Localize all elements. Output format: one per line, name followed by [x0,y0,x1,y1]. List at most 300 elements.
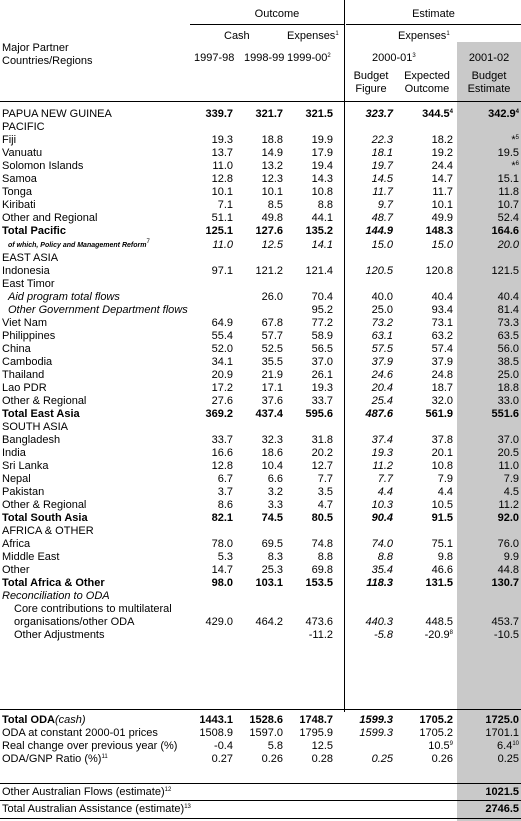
value-cell [455,473,521,486]
value-cell [395,753,455,766]
value-cell [180,330,235,343]
value-text: 37.0 [311,356,333,368]
budget-figure-1: Budget [353,70,389,82]
value-text: 10.1 [261,186,283,198]
row-label [0,343,180,356]
value-cell [180,134,235,147]
value-text: 19.5 [497,147,519,159]
row-label-text: Total Africa & Other [2,577,105,589]
value-cell [395,265,455,278]
value-cell [455,212,521,225]
value-text: 20.0 [497,238,519,251]
value-text: 57.7 [261,330,283,342]
value-cell [335,356,395,369]
value-text: 437.4 [255,408,283,420]
value-text: 12.5 [311,740,333,752]
value-text: 19.3 [371,447,393,459]
value-text: 12.3 [261,173,283,185]
value-cell [235,252,285,265]
value-text: 31.8 [311,434,333,446]
row-label [0,740,180,753]
value-cell [335,238,395,252]
value-cell [235,538,285,551]
value-cell [285,499,335,512]
value-text: 46.6 [431,564,453,576]
table-row [0,395,521,408]
row-label-text: Total ODA [2,714,55,726]
value-cell [335,616,395,629]
row-label-text: EAST ASIA [2,252,59,264]
table-row [0,278,521,291]
value-text: 6.6 [267,473,283,485]
table-row [0,147,521,160]
other-flows-rule [0,800,521,801]
value-cell [335,199,395,212]
summary-rule [0,783,521,784]
table-row [0,134,521,147]
expected-outcome-1: Expected [404,70,450,82]
summary-table [0,714,521,766]
value-cell [180,564,235,577]
value-cell [285,225,335,238]
value-cell [180,727,235,740]
value-text: 429.0 [205,616,233,628]
value-cell [180,460,235,473]
value-cell [285,108,335,121]
value-cell [285,740,335,753]
value-text: 1508.9 [199,727,233,739]
value-text: 3.7 [217,486,233,498]
value-cell [180,551,235,564]
value-text: 11.7 [432,186,453,198]
value-text: 20.4 [371,382,393,394]
value-cell [180,173,235,186]
row-label [0,447,180,460]
value-text: 342.9 [488,108,516,120]
value-text: 7.9 [503,473,519,485]
value-cell [180,186,235,199]
value-cell [235,512,285,525]
row-label [0,317,180,330]
value-cell [335,525,395,538]
footnote-marker: 7 [146,239,150,245]
value-cell [180,512,235,525]
value-cell [395,317,455,330]
row-label [0,753,180,766]
value-cell [395,538,455,551]
value-text: * [511,160,516,172]
table-row [0,551,521,564]
value-text: 18.6 [261,447,283,459]
value-cell [395,421,455,434]
value-cell [180,486,235,499]
value-text: 63.1 [371,330,393,342]
value-text: * [511,134,516,146]
value-cell [235,199,285,212]
value-text: 37.9 [371,356,393,368]
value-text: 25.0 [371,304,393,316]
value-text: 10.1 [211,186,233,198]
value-cell [235,225,285,238]
value-cell [180,525,235,538]
value-text: 26.0 [261,291,283,303]
row-label [0,134,180,147]
value-cell [235,343,285,356]
value-cell [455,538,521,551]
value-cell [455,304,521,317]
row-label-text: China [2,343,31,355]
value-cell [335,121,395,134]
value-cell [455,199,521,212]
footnote-marker: 4 [449,109,453,115]
value-cell [335,343,395,356]
value-text: 8.8 [317,199,333,211]
row-label [0,160,180,173]
row-label [0,356,180,369]
year-1998-99: 1998-99 [244,52,285,64]
value-cell [335,225,395,238]
value-cell [180,238,235,252]
value-text: 3.3 [267,499,283,511]
value-text: 18.8 [261,134,283,146]
value-cell [395,714,455,727]
row-label-text: Africa [2,538,31,550]
value-text: 153.5 [305,577,333,589]
value-text: 1705.2 [419,714,453,726]
value-text: 24.4 [431,160,453,172]
header-rule [0,101,521,102]
value-cell [285,356,335,369]
value-cell [395,629,455,642]
value-cell [180,199,235,212]
row-label [0,538,180,551]
budget-estimate-2: Estimate [467,83,511,95]
value-cell [235,173,285,186]
row-label-text: Core contributions to multilateral [14,603,172,615]
value-cell [395,121,455,134]
footnote-marker: 4 [515,109,519,115]
value-text: 1597.0 [249,727,283,739]
row-label-text: Nepal [2,473,31,485]
value-text: 37.8 [431,434,453,446]
table-row [0,577,521,590]
value-cell [235,238,285,252]
row-label-text: Sri Lanka [2,460,49,472]
row-label [0,199,180,212]
value-cell [180,603,235,616]
value-cell [335,173,395,186]
value-cell [395,369,455,382]
value-cell [455,408,521,421]
table-row [0,291,521,304]
value-cell [395,727,455,740]
value-cell [395,740,455,753]
row-label [0,395,180,408]
value-cell [455,252,521,265]
value-cell [455,317,521,330]
value-cell [285,616,335,629]
row-label-text: Total South Asia [2,512,88,524]
value-text: 551.6 [491,408,519,420]
value-cell [395,238,455,252]
value-cell [285,727,335,740]
value-cell [235,421,285,434]
value-cell [335,369,395,382]
value-cell [395,408,455,421]
value-text: 11.2 [498,499,519,511]
value-cell [455,753,521,766]
row-label [0,512,180,525]
value-text: 9.8 [437,551,453,563]
value-text: 25.4 [371,395,393,407]
total-assistance-rule [0,818,521,819]
row-label [0,577,180,590]
value-text: 12.8 [211,460,233,472]
value-cell [235,330,285,343]
value-text: 8.6 [217,499,233,511]
value-text: 12.7 [311,460,333,472]
value-text: 38.5 [497,356,519,368]
value-text: 73.1 [431,317,453,329]
value-cell [235,753,285,766]
value-cell [455,447,521,460]
table-row [0,212,521,225]
value-text: 73.2 [371,317,393,329]
value-text: 14.9 [261,147,283,159]
table-row [0,753,521,766]
value-text: 16.6 [211,447,233,459]
table-row [0,434,521,447]
value-cell [335,564,395,577]
value-cell [395,160,455,173]
value-cell [395,473,455,486]
value-cell [180,343,235,356]
value-cell [335,330,395,343]
value-cell [180,590,235,603]
table-row [0,304,521,317]
value-cell [455,616,521,629]
value-text: 595.6 [305,408,333,420]
value-text: 56.5 [311,343,333,355]
value-text: 37.6 [261,395,283,407]
value-cell [235,186,285,199]
footnote-marker: 9 [449,741,453,747]
value-text: 487.6 [365,408,393,420]
value-text: 7.9 [437,473,453,485]
value-cell [455,714,521,727]
value-cell [285,538,335,551]
value-cell [235,499,285,512]
value-text: 8.5 [267,199,283,211]
row-label [0,252,180,265]
table-row [0,108,521,121]
value-cell [285,186,335,199]
value-cell [335,499,395,512]
value-text: 20.5 [497,447,519,459]
value-cell [335,512,395,525]
row-label-text: PAPUA NEW GUINEA [2,108,112,120]
value-cell [395,564,455,577]
value-text: 49.8 [261,212,283,224]
row-label [0,460,180,473]
value-text: 19.4 [311,160,333,172]
value-text: 40.4 [497,291,519,303]
value-cell [285,447,335,460]
row-label [0,265,180,278]
value-text: 44.1 [311,212,333,224]
value-cell [335,421,395,434]
value-text: 52.4 [497,212,519,224]
value-cell [180,369,235,382]
value-cell [180,317,235,330]
value-text: 5.8 [267,740,283,752]
row-label [0,147,180,160]
row-label [0,525,180,538]
row-label-text: Real change over previous year (%) [2,740,178,752]
cash-heading: Cash [224,30,250,42]
row-label-text: SOUTH ASIA [2,421,69,433]
value-cell [455,265,521,278]
table-row [0,382,521,395]
value-cell [455,740,521,753]
value-text: 121.2 [255,265,283,277]
value-text: 10.3 [371,499,393,511]
value-cell [285,134,335,147]
value-cell [285,473,335,486]
value-cell [455,278,521,291]
value-cell [285,512,335,525]
value-cell [455,382,521,395]
value-text: 323.7 [365,108,393,120]
row-label [0,212,180,225]
value-text: 17.1 [261,382,283,394]
value-cell [395,460,455,473]
value-text: 20.2 [311,447,333,459]
outcome-heading: Outcome [254,8,300,20]
row-label [0,473,180,486]
value-text: 81.4 [497,304,519,316]
value-text: 15.0 [371,238,393,251]
value-text: 130.7 [491,577,519,589]
value-cell [335,408,395,421]
row-label-text: Middle East [2,551,60,563]
value-cell [180,616,235,629]
value-cell [335,577,395,590]
value-text: 125.1 [205,225,233,237]
value-cell [455,499,521,512]
value-cell [395,291,455,304]
value-cell [455,291,521,304]
row-label [0,278,180,291]
value-cell [395,577,455,590]
value-text: 10.5 [431,499,453,511]
value-cell [455,186,521,199]
value-cell [235,278,285,291]
row-label-text: ODA at constant 2000-01 prices [2,727,158,739]
value-cell [335,317,395,330]
value-text: 6.4 [497,740,513,752]
value-text: 3.5 [317,486,333,498]
value-text: 11.0 [212,160,233,172]
value-text: 18.2 [431,134,453,146]
value-text: 35.5 [261,356,283,368]
table-row [0,160,521,173]
value-text: 121.5 [491,265,519,277]
value-text: 25.0 [497,369,519,381]
value-cell [455,525,521,538]
value-cell [180,434,235,447]
value-cell [285,421,335,434]
value-cell [455,577,521,590]
value-cell [335,629,395,642]
value-cell [395,186,455,199]
value-text: 74.8 [311,538,333,550]
expenses-estimate-heading: Expenses$^1$ [398,30,450,42]
value-cell [395,173,455,186]
value-cell [395,278,455,291]
value-text: 14.1 [311,238,333,251]
row-label [0,499,180,512]
value-text: 97.1 [211,265,233,277]
value-text: 19.3 [311,382,333,394]
table-row [0,199,521,212]
value-cell [235,460,285,473]
value-text: 91.5 [431,512,453,524]
table-row [0,408,521,421]
value-text: 10.8 [431,460,453,472]
value-cell [235,408,285,421]
value-text: 11.8 [498,186,519,198]
value-text: 8.8 [317,551,333,563]
value-cell [235,369,285,382]
row-label [0,590,180,603]
row-label [0,616,180,629]
total-assistance-value: 2746.5 [485,803,519,815]
value-cell [285,238,335,252]
value-text: 144.9 [365,225,393,237]
value-text: 6.7 [217,473,233,485]
value-text: 11.2 [372,460,393,472]
value-text: 14.3 [311,173,333,185]
row-label [0,108,180,121]
value-cell [335,160,395,173]
value-cell [455,551,521,564]
table-row [0,473,521,486]
value-cell [335,186,395,199]
value-cell [395,304,455,317]
value-cell [285,525,335,538]
value-cell [395,330,455,343]
value-text: 9.7 [377,199,393,211]
value-text: 37.4 [371,434,393,446]
value-cell [235,160,285,173]
row-label-text: ODA/GNP Ratio (%) [2,753,102,765]
value-text: 0.25 [497,753,519,765]
row-label-text: Thailand [2,369,45,381]
value-text: -0.4 [214,740,233,752]
value-cell [235,317,285,330]
row-label-text: Philippines [2,330,56,342]
summary-rows [0,714,521,766]
table-row [0,369,521,382]
row-label-text: Samoa [2,173,37,185]
value-text: 18.1 [371,147,393,159]
row-label-text: Other Government Department flows [8,304,188,316]
value-cell [395,551,455,564]
table-row [0,421,521,434]
row-label-text: AFRICA & OTHER [2,525,94,537]
row-label [0,434,180,447]
